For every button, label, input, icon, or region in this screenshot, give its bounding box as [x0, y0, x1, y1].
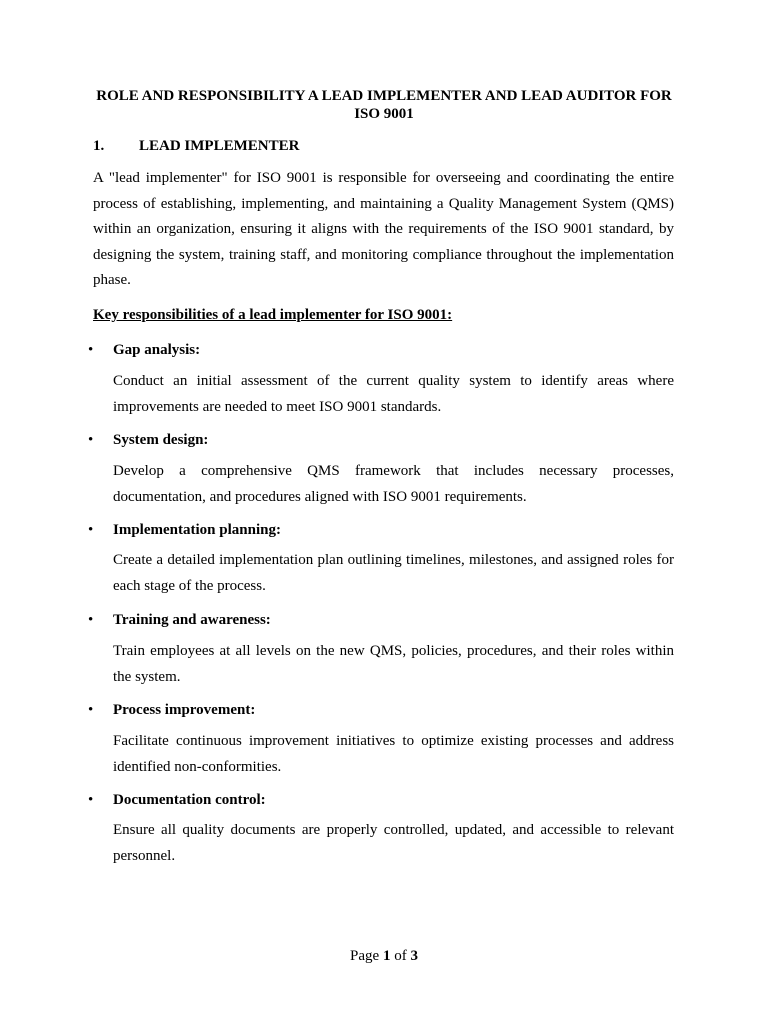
list-item-title: [88, 611, 271, 629]
list-item-description: Conduct an initial assessment of the current quality system to identify areas where improvements are needed to meet ISO 9001 standards.: [113, 373, 674, 415]
item-title-text: System design:: [113, 432, 209, 448]
list-item-description: Train employees at all levels on the new QMS, policies, procedures, and their roles within the system.: [113, 643, 674, 685]
total-pages-number: 3: [410, 948, 418, 964]
page-label: Page: [350, 948, 380, 964]
list-item-title: [88, 701, 256, 719]
list-item-title: [88, 431, 209, 449]
item-title-text: Process improvement:: [113, 702, 256, 718]
bullet-icon: •: [88, 522, 94, 538]
of-label: of: [394, 948, 407, 964]
item-title-text: Training and awareness:: [113, 612, 271, 628]
list-item-description: Ensure all quality documents are properly controlled, updated, and accessible to relevant personnel.: [113, 822, 674, 864]
list-item-description: Facilitate continuous improvement initiatives to optimize existing processes and address identified non-conformities.: [113, 733, 674, 775]
page-footer: [0, 947, 768, 965]
list-item-description: Create a detailed implementation plan outlining timelines, milestones, and assigned roles for each stage of the process.: [113, 552, 674, 594]
list-item-title: [88, 791, 266, 809]
item-title-text: Gap analysis:: [113, 342, 201, 358]
item-title-text: Implementation planning:: [113, 522, 281, 538]
intro-paragraph: A "lead implementer" for ISO 9001 is responsible for overseeing and coordinating the entire process of establishing, implementing, and maintaining a Quality Management System (QMS) within an organization, ensuring it aligns with the requirements of the ISO 9001 standard, by designing the system, training staff, and monitoring compliance throughout the implementation phase.: [93, 170, 674, 288]
document-title: ROLE AND RESPONSIBILITY A LEAD IMPLEMENTER AND LEAD AUDITOR FOR ISO 9001: [96, 88, 672, 122]
section-heading: [93, 137, 299, 155]
bullet-icon: •: [88, 702, 94, 718]
current-page-number: 1: [382, 948, 391, 964]
bullet-icon: •: [88, 432, 94, 448]
list-item-description: Develop a comprehensive QMS framework that includes necessary processes, documentation, and procedures aligned with ISO 9001 requirements.: [113, 463, 674, 505]
bullet-icon: •: [88, 342, 94, 358]
list-item-title: [88, 521, 281, 539]
item-title-text: Documentation control:: [113, 792, 266, 808]
bullet-icon: •: [88, 792, 94, 808]
section-heading-text: LEAD IMPLEMENTER: [139, 138, 300, 154]
list-item-title: [88, 341, 201, 359]
bullet-icon: •: [88, 612, 94, 628]
section-number: 1.: [93, 138, 105, 154]
key-responsibilities-heading: Key responsibilities of a lead implementer for ISO 9001:: [93, 307, 453, 323]
